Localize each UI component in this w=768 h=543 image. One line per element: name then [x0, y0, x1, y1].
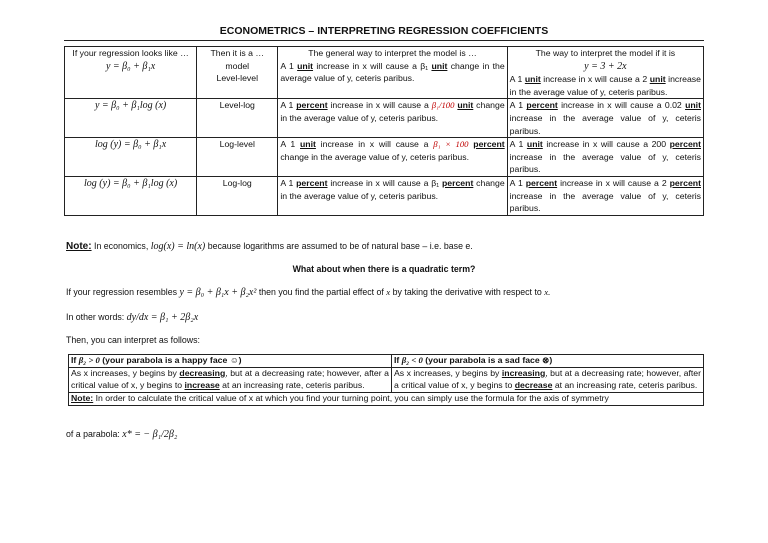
row1-model: Level-level	[216, 73, 259, 84]
example-equation: y = 3 + 2x	[584, 60, 627, 72]
happy-face-body: As x increases, y begins by decreasing, but at a decreasing rate; however, after a critical value of x, y begins to increase at an increasing rate, ceteris paribus.	[69, 367, 392, 392]
header-cell-example	[507, 47, 703, 99]
header-cell-model	[197, 47, 278, 99]
row3-example: A 1 unit increase in x will cause a 200 percent increase in the average value of y, ceteris paribus.	[507, 138, 703, 177]
header-formula: y = β₀ + β₁x	[105, 60, 156, 72]
row4-general: A 1 percent increase in x will cause a β₁ percent change in the average value of y, ceteris paribus.	[278, 176, 507, 215]
table-row	[65, 138, 704, 177]
critical-value-note: Note: In order to calculate the critical value of x at which you find your turning point, you can simply use the formula for the axis of symmetry	[69, 392, 704, 405]
table-row	[65, 99, 704, 138]
natural-log-note: Note: In economics, log(x) = ln(x) because logarithms are assumed to be of natural base – i.e. base e.	[66, 241, 473, 252]
header-cell-general	[278, 47, 507, 99]
row4-formula: log (y) = β₀ + β₁log (x)	[84, 177, 178, 189]
row2-example: A 1 percent increase in x will cause a 0.02 unit increase in the average value of y, ceteris paribus.	[507, 99, 703, 138]
header-cell-regression	[65, 47, 197, 99]
quad-header-row	[69, 355, 704, 368]
interpretation-table	[64, 46, 704, 216]
quad-note-row	[69, 392, 704, 405]
table-header-row	[65, 47, 704, 99]
row4-example: A 1 percent increase in x will cause a 2 percent increase in the average value of y, ceteris paribus.	[507, 176, 703, 215]
row3-general: A 1 unit increase in x will cause a β₁ × 100 percent change in the average value of y, ceteris paribus.	[278, 138, 507, 177]
header-regression-label: If your regression looks like …	[72, 48, 189, 58]
note-label: Note:	[66, 241, 92, 252]
row3-model: Log-level	[197, 138, 278, 177]
happy-face-header: If β₂ > 0 (your parabola is a happy face ☺)	[69, 355, 392, 368]
sad-face-header: If β₂ < 0 (your parabola is a sad face ⊗)	[392, 355, 704, 368]
row4-model: Log-log	[197, 176, 278, 215]
row2-formula: y = β₀ + β₁log (x)	[94, 100, 167, 112]
quadratic-heading: What about when there is a quadratic term?	[292, 264, 476, 274]
sad-face-body: As x increases, y begins by increasing, but at a decreasing rate; however, after a critical value of x, y begins to decrease at an increasing rate, ceteris paribus.	[392, 367, 704, 392]
header-model-label: Then it is a … model	[210, 48, 265, 71]
table-row	[65, 176, 704, 215]
header-example-label: The way to interpret the model if it is	[535, 48, 676, 58]
row3-formula: log (y) = β₀ + β₁x	[94, 139, 167, 151]
then-line: Then, you can interpret as follows:	[66, 335, 200, 345]
quad-body-row	[69, 367, 704, 392]
other-words-line: In other words: dy/dx = β₁ + 2β₂x	[66, 312, 199, 323]
resembles-line: If your regression resembles y = β₀ + β₁x + β₂x² then you find the partial effect of x by taking the derivative with respect to x.	[66, 287, 551, 298]
row2-model: Level-log	[197, 99, 278, 138]
parabola-formula-line: of a parabola: x* = − β₁/2β₂	[66, 429, 178, 440]
row1-example: A 1 unit increase in x will cause a 2 unit increase in the average value of y, ceteris paribus.	[509, 74, 701, 97]
title-underline	[64, 40, 704, 41]
row2-general: A 1 percent increase in x will cause a β₁/100 unit change in the average value of y, ceteris paribus.	[278, 99, 507, 138]
quadratic-table	[68, 354, 704, 406]
page-title: ECONOMETRICS – INTERPRETING REGRESSION COEFFICIENTS	[219, 25, 549, 37]
header-general-label: The general way to interpret the model is …	[308, 48, 477, 58]
row1-general: A 1 unit increase in x will cause a β₁ unit change in the average value of y, ceteris paribus.	[280, 60, 505, 84]
